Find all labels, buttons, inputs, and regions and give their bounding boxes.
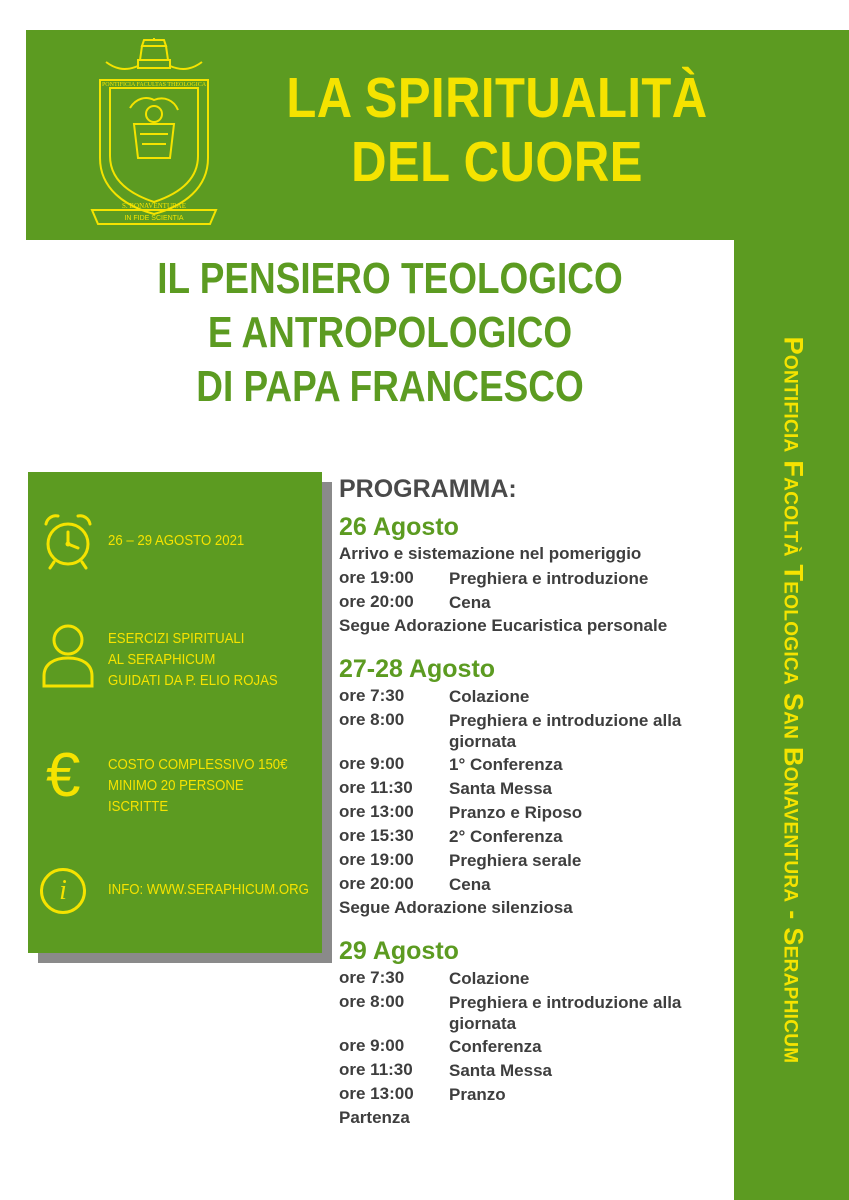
main-title-line2: DEL CUORE bbox=[351, 130, 643, 194]
info-cost-line1: COSTO COMPLESSIVO 150€ bbox=[108, 756, 288, 773]
schedule-row bbox=[339, 708, 734, 752]
schedule-activity: Pranzo e Riposo bbox=[449, 803, 583, 822]
info-icon: i bbox=[40, 868, 86, 914]
info-retreat-line2: AL SERAPHICUM bbox=[108, 651, 216, 668]
schedule-activity: 2° Conferenza bbox=[449, 827, 563, 846]
info-date: 26 – 29 AGOSTO 2021 bbox=[108, 532, 245, 549]
schedule-time: ore 7:30 bbox=[339, 968, 405, 987]
day-27-28 bbox=[339, 654, 734, 920]
main-title-line1: LA SPIRITUALITÀ bbox=[286, 66, 708, 130]
info-retreat bbox=[108, 628, 278, 691]
faculty-name: Pontificia Facoltà Teologica San Bonaventura - Seraphicum bbox=[778, 336, 809, 1064]
seal-top-text: PONTIFICIA FACULTAS THEOLOGICA bbox=[101, 82, 207, 88]
schedule-activity: Cena bbox=[449, 875, 491, 894]
program-heading: PROGRAMMA: bbox=[339, 475, 517, 503]
day-outro: Partenza bbox=[339, 1108, 410, 1127]
info-retreat-line1: ESERCIZI SPIRITUALI bbox=[108, 630, 245, 647]
schedule-row bbox=[339, 1034, 734, 1058]
day-title: 27-28 Agosto bbox=[339, 655, 496, 683]
schedule-row bbox=[339, 800, 734, 824]
schedule-time: ore 11:30 bbox=[339, 1060, 413, 1079]
schedule-time: ore 19:00 bbox=[339, 568, 414, 587]
day-outro: Segue Adorazione Eucaristica personale bbox=[339, 616, 668, 635]
schedule-time: ore 13:00 bbox=[339, 802, 414, 821]
subtitle-line2: E ANTROPOLOGICO bbox=[207, 308, 573, 357]
schedule-row bbox=[339, 776, 734, 800]
schedule-activity: Colazione bbox=[449, 969, 530, 988]
schedule-time: ore 9:00 bbox=[339, 754, 405, 773]
faculty-seal-icon bbox=[84, 38, 224, 230]
schedule-time: ore 19:00 bbox=[339, 850, 414, 869]
schedule-row bbox=[339, 752, 734, 776]
schedule-time: ore 20:00 bbox=[339, 592, 414, 611]
seal-bottom-text: S. BONAVENTURAE bbox=[121, 202, 187, 210]
schedule-activity: Preghiera e introduzione bbox=[449, 569, 649, 588]
schedule-row bbox=[339, 848, 734, 872]
subtitle-line3: DI PAPA FRANCESCO bbox=[196, 362, 584, 411]
info-cost-line2: MINIMO 20 PERSONE bbox=[108, 777, 244, 794]
schedule-time: ore 15:30 bbox=[339, 826, 414, 845]
schedule-time: ore 20:00 bbox=[339, 874, 414, 893]
schedule-activity: Preghiera e introduzione alla giornata bbox=[449, 993, 682, 1033]
schedule-time: ore 13:00 bbox=[339, 1084, 414, 1103]
info-retreat-line3: GUIDATI DA P. ELIO ROJAS bbox=[108, 672, 278, 689]
schedule-row bbox=[339, 824, 734, 848]
schedule-time: ore 8:00 bbox=[339, 710, 405, 729]
day-title: 26 Agosto bbox=[339, 513, 459, 541]
main-title bbox=[269, 66, 725, 194]
schedule-time: ore 9:00 bbox=[339, 1036, 405, 1055]
day-title: 29 Agosto bbox=[339, 937, 459, 965]
schedule-activity: Santa Messa bbox=[449, 779, 552, 798]
program bbox=[339, 474, 734, 1146]
alarm-clock-icon bbox=[38, 510, 98, 572]
schedule-activity: Colazione bbox=[449, 687, 530, 706]
day-intro: Arrivo e sistemazione nel pomeriggio bbox=[339, 544, 642, 563]
schedule-row bbox=[339, 1082, 734, 1106]
info-box bbox=[28, 472, 322, 953]
day-29 bbox=[339, 936, 734, 1130]
schedule-row bbox=[339, 966, 734, 990]
schedule-activity: Conferenza bbox=[449, 1037, 542, 1056]
schedule-activity: Santa Messa bbox=[449, 1061, 552, 1080]
schedule-activity: Preghiera serale bbox=[449, 851, 582, 870]
subtitle bbox=[138, 252, 642, 414]
person-icon bbox=[38, 620, 98, 690]
schedule-activity: Pranzo bbox=[449, 1085, 506, 1104]
day-outro: Segue Adorazione silenziosa bbox=[339, 898, 573, 917]
schedule-activity: Preghiera e introduzione alla giornata bbox=[449, 711, 682, 751]
subtitle-line1: IL PENSIERO TEOLOGICO bbox=[157, 254, 623, 303]
schedule-row bbox=[339, 990, 734, 1034]
schedule-row bbox=[339, 590, 734, 614]
schedule-activity: 1° Conferenza bbox=[449, 755, 563, 774]
day-26 bbox=[339, 512, 734, 638]
seal-ribbon-text: IN FIDE SCIENTIA bbox=[124, 215, 184, 222]
schedule-row bbox=[339, 566, 734, 590]
schedule-row bbox=[339, 684, 734, 708]
schedule-time: ore 8:00 bbox=[339, 992, 405, 1011]
schedule-row bbox=[339, 872, 734, 896]
schedule-row bbox=[339, 1058, 734, 1082]
schedule-activity: Cena bbox=[449, 593, 491, 612]
schedule-time: ore 7:30 bbox=[339, 686, 405, 705]
info-cost-line3: ISCRITTE bbox=[108, 798, 169, 815]
euro-icon: € bbox=[46, 741, 81, 810]
schedule-time: ore 11:30 bbox=[339, 778, 413, 797]
info-cost bbox=[108, 754, 287, 817]
info-website[interactable]: INFO: WWW.SERAPHICUM.ORG bbox=[108, 881, 309, 898]
